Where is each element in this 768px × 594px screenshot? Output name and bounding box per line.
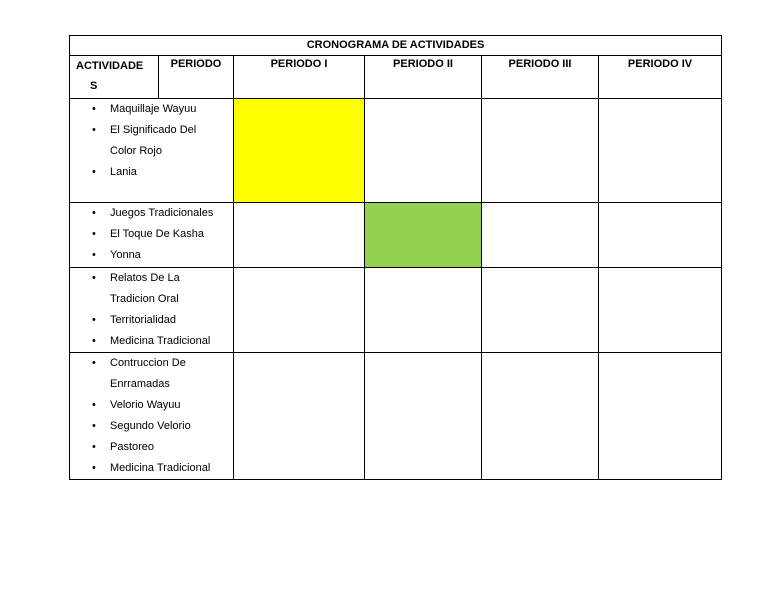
bullet-icon: • — [92, 249, 96, 261]
bullet-icon: • — [92, 314, 96, 326]
header-periodo-2: PERIODO II — [365, 56, 482, 99]
bullet-icon: • — [92, 335, 96, 347]
list-item: • Medicina Tradicional — [78, 458, 229, 479]
bullet-icon: • — [92, 166, 96, 178]
activity-list — [78, 353, 229, 479]
periodo-2-cell — [365, 203, 482, 268]
list-item: • Relatos De La — [78, 268, 229, 289]
title-row — [70, 36, 722, 56]
periodo-1-cell — [234, 203, 365, 268]
header-periodo-1: PERIODO I — [234, 56, 365, 99]
periodo-4-cell — [599, 99, 722, 203]
table-title: CRONOGRAMA DE ACTIVIDADES — [70, 36, 722, 56]
list-item: Enrramadas — [110, 378, 170, 390]
activities-cell — [70, 353, 234, 480]
list-item: Tradicion Oral — [110, 293, 179, 305]
periodo-4-cell — [599, 353, 722, 480]
list-item: • Pastoreo — [78, 437, 229, 458]
list-item: • El Toque De Kasha — [78, 224, 229, 245]
header-periodo-4: PERIODO IV — [599, 56, 722, 99]
activity-list — [78, 203, 229, 266]
header-actividades-line2: S — [90, 80, 98, 92]
periodo-4-cell — [599, 203, 722, 268]
periodo-4-cell — [599, 268, 722, 353]
table-row — [70, 268, 722, 353]
bullet-icon: • — [92, 441, 96, 453]
activity-list — [78, 99, 229, 183]
activities-cell — [70, 203, 234, 268]
list-item: • Medicina Tradicional — [78, 331, 229, 352]
table-row — [70, 203, 722, 268]
list-item: • Contruccion De — [78, 353, 229, 374]
bullet-icon: • — [92, 399, 96, 411]
periodo-1-cell — [234, 99, 365, 203]
list-item: • Juegos Tradicionales — [78, 203, 229, 224]
header-row — [70, 56, 722, 99]
list-item: • Segundo Velorio — [78, 416, 229, 437]
table-row — [70, 99, 722, 203]
periodo-1-cell — [234, 268, 365, 353]
bullet-icon: • — [92, 124, 96, 136]
periodo-2-cell — [365, 99, 482, 203]
list-item: • Lania — [78, 162, 229, 183]
bullet-icon: • — [92, 462, 96, 474]
bullet-icon: • — [92, 420, 96, 432]
header-actividades — [70, 56, 159, 99]
list-item: • Maquillaje Wayuu — [78, 99, 229, 120]
periodo-3-cell — [482, 99, 599, 203]
list-item: • Yonna — [78, 245, 229, 266]
activities-cell — [70, 99, 234, 203]
header-periodo: PERIODO — [159, 56, 234, 99]
list-item: • El Significado Del — [78, 120, 229, 141]
list-item: • Territorialidad — [78, 310, 229, 331]
periodo-3-cell — [482, 203, 599, 268]
list-item: Color Rojo — [110, 145, 162, 157]
list-item: • Velorio Wayuu — [78, 395, 229, 416]
bullet-icon: • — [92, 207, 96, 219]
header-periodo-3: PERIODO III — [482, 56, 599, 99]
bullet-icon: • — [92, 357, 96, 369]
periodo-3-cell — [482, 353, 599, 480]
periodo-1-cell — [234, 353, 365, 480]
table-row — [70, 353, 722, 480]
bullet-icon: • — [92, 272, 96, 284]
activities-cell — [70, 268, 234, 353]
bullet-icon: • — [92, 103, 96, 115]
schedule-table — [69, 35, 722, 480]
activity-list — [78, 268, 229, 352]
periodo-3-cell — [482, 268, 599, 353]
header-actividades-line1: ACTIVIDADE — [76, 60, 144, 72]
bullet-icon: • — [92, 228, 96, 240]
periodo-2-cell — [365, 268, 482, 353]
periodo-2-cell — [365, 353, 482, 480]
